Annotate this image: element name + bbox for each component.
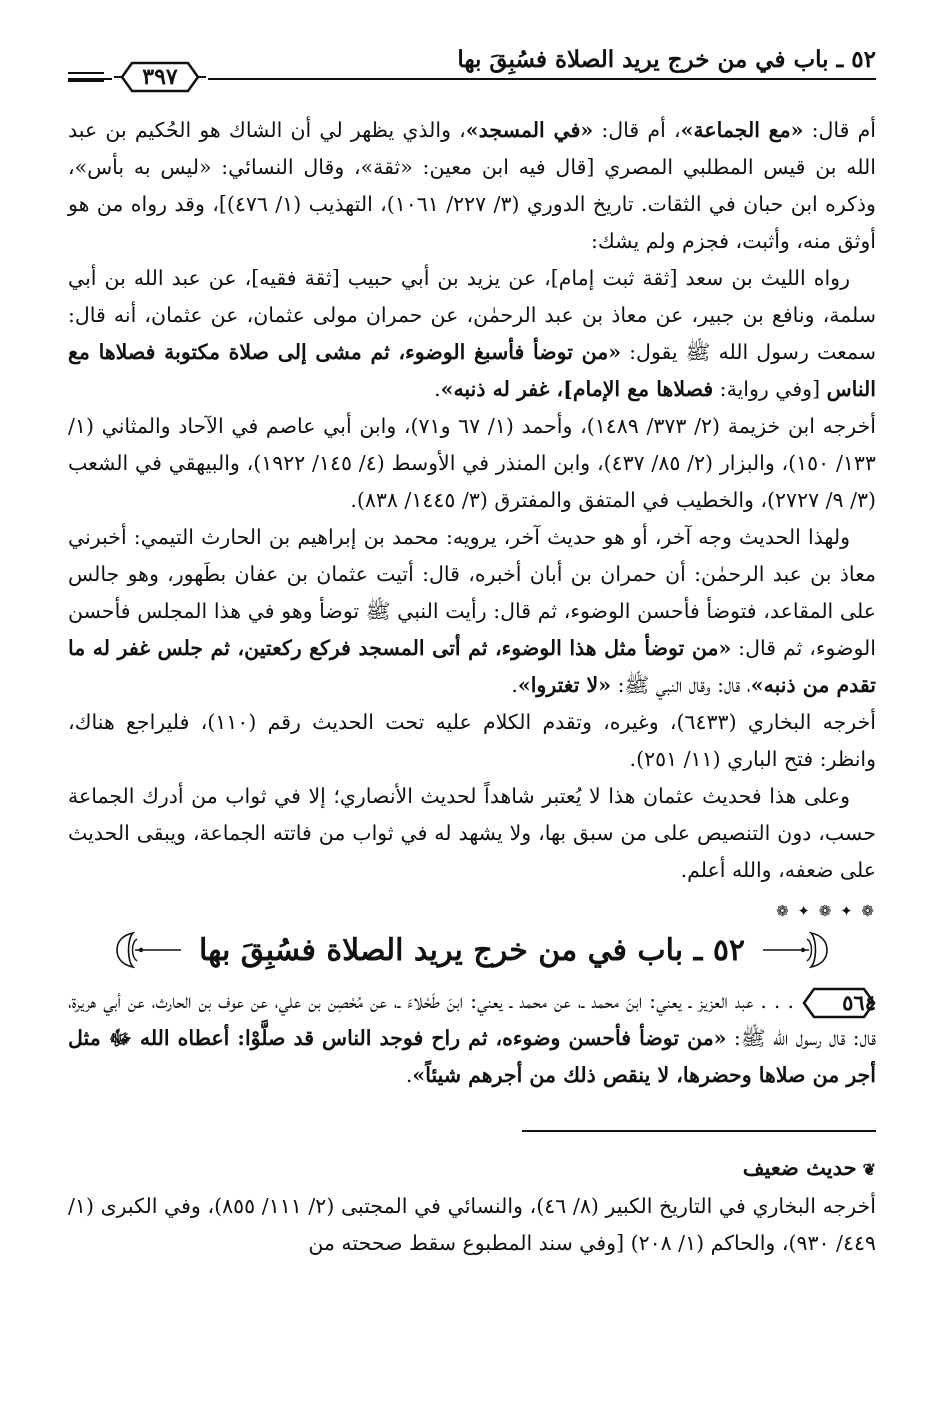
page-number: ٣٩٧ bbox=[142, 64, 178, 90]
grade-label: حديث ضعيف bbox=[742, 1155, 857, 1180]
emphasized-text: «من توضأ فأسبغ الوضوء، ثم مشى إلى صلاة مكتوبة فصلاها مع الناس bbox=[68, 340, 876, 401]
emphasized-text: «من توضأ مثل هذا الوضوء، ثم أتى المسجد فركع ركعتين، ثم جلس غفر له ما تقدم من ذنبه» bbox=[68, 636, 876, 697]
text-run: [وفي رواية: bbox=[713, 377, 827, 401]
hadith-body bbox=[68, 989, 876, 1087]
paragraph-3 bbox=[68, 408, 876, 519]
footnote-text: أخرجه البخاري في التاريخ الكبير (٨/ ٤٦)، والنسائي في المجتبى (٢/ ١١١/ ٨٥٥)، وفي الكبرى (١/ ٤٤٩/ ٩٣٠)، والحاكم (١/ ٢٠٨) [وفي سند المطبوع سقط صححته من bbox=[68, 1194, 876, 1255]
text-run: . bbox=[434, 377, 441, 401]
text-run: ولهذا الحديث وجه آخر، أو هو حديث آخر، يرويه: محمد بن إبراهيم بن الحارث التيمي: أخبرني معاذ بن عبد الرحمٰن: أن حمران بن أبان أخبره، قال: أتيت عثمان بن عفان بطَهور، وهو جالس على المقاعد، فتوضأ فأحسن الوضوء، ثم قال: رأيت النبي ﷺ توضأ وهو في هذا المجلس فأحسن الوضوء، ثم قال: bbox=[68, 525, 876, 660]
text-run: أخرجه البخاري (٦٤٣٣)، وغيره، وتقدم الكلام عليه تحت الحديث رقم (١١٠)، فليراجع هناك، وانظر: فتح الباري (١١/ ٢٥١). bbox=[68, 710, 876, 771]
chapter-ornament-left-icon bbox=[111, 927, 185, 973]
paragraph-5 bbox=[68, 704, 876, 778]
text-run: . bbox=[405, 1063, 413, 1087]
emphasized-text: فصلاها مع الإمام]، غفر له ذنبه» bbox=[440, 377, 714, 401]
text-run: . bbox=[511, 673, 518, 697]
footnote-rule bbox=[522, 1130, 876, 1132]
text-run: أم قال: bbox=[803, 118, 876, 142]
running-title: ٥٢ ـ باب في من خرج يريد الصلاة فسُبِقَ بها bbox=[457, 46, 876, 73]
text-run: ، والذي يظهر لي أن الشاك هو الحُكيم بن عبد الله بن قيس المطلبي المصري [قال فيه ابن معين: «ثقة»، وقال النسائي: «ليس به بأس»، وذكره ابن حبان في الثقات. تاريخ الدوري (٣/ ٢٢٧/ ١٠٦١)، التهذيب (١/ ٤٧٦)]، وقد رواه من هو أوثق منه، وأثبت، فجزم ولم يشك: bbox=[68, 118, 876, 253]
emphasized-text: «في المسجد» bbox=[465, 118, 594, 142]
flower-bullet-icon: ❦ bbox=[862, 1160, 876, 1179]
text-run: رواه الليث بن سعد [ثقة ثبت إمام]، عن يزيد بن أبي حبيب [ثقة فقيه]، عن عبد الله بن أبي سلمة، ونافع بن جبير، عن معاذ بن عبد الرحمٰن، عن حمران مولى عثمان، عن عثمان، أنه قال: سمعت رسول الله ﷺ يقول: bbox=[68, 266, 876, 364]
emphasized-text: «مع الجماعة» bbox=[680, 118, 804, 142]
hadith-number: ٥٦٤ bbox=[842, 989, 876, 1015]
text-run: أخرجه ابن خزيمة (٢/ ٣٧٣/ ١٤٨٩)، وأحمد (١/ ٦٧ و٧١)، وابن أبي عاصم في الآحاد والمثاني (١/ ١٣٣/ ١٥٠)، والبزار (٢/ ٨٥/ ٤٣٧)، وابن المنذر في الأوسط (٤/ ١٤٥/ ١٩٢٢)، والبيهقي في الشعب (٣/ ٩/ ٢٧٢٧)، والخطيب في المتفق والمفترق (٣/ ١٤٤٥/ ٨٣٨). bbox=[68, 414, 876, 512]
emphasized-text: «لا تغتروا» bbox=[517, 673, 612, 697]
running-header bbox=[68, 36, 876, 88]
page-body bbox=[68, 112, 876, 1262]
header-double-rule bbox=[68, 72, 104, 82]
emphasized-text: «من توضأ فأحسن وضوءه، ثم راح فوجد الناس قد صلَّوْا: أعطاه الله ﷻ مثل أجر من صلاها وحضرها، لا ينقص ذلك من أجرهم شيئاً» bbox=[68, 1026, 876, 1087]
paragraph-2 bbox=[68, 260, 876, 408]
hadith-number-badge bbox=[802, 986, 876, 1020]
chapter-heading bbox=[68, 921, 876, 979]
paragraph-6 bbox=[68, 778, 876, 889]
chapter-ornament-right-icon bbox=[759, 927, 833, 973]
text-run: ، قال: وقال النبي ﷺ: bbox=[611, 673, 751, 697]
hadith-grade bbox=[68, 1150, 876, 1188]
paragraph-1 bbox=[68, 112, 876, 260]
chapter-title: ٥٢ ـ باب في من خرج يريد الصلاة فسُبِقَ بها bbox=[198, 932, 746, 968]
book-page bbox=[68, 36, 876, 1376]
text-run: . . . عبد العزيز ـ يعني: ابنَ محمد ـ، عن محمد ـ يعني: ابنَ طَحْلاءَ ـ، عن مُحْصِن بن علي، عن عوف بن الحارث، عن أبي هريرة، قال: قال رسول الله ﷺ: bbox=[68, 989, 877, 1050]
text-run: وعلى هذا فحديث عثمان هذا لا يُعتبر شاهداً لحديث الأنصاري؛ إلا في ثواب من أدرك الجماعة حسب، دون التنصيص على من سبق بها، ولا يشهد له في ثواب من فاتته الجماعة، ويبقى الحديث على ضعفه، والله أعلم. bbox=[68, 784, 876, 882]
section-separator-ornament bbox=[68, 891, 876, 920]
separator-glyphs: ❁ ✦ ❁ ✦ ❁ bbox=[776, 902, 876, 920]
hadith-text bbox=[68, 983, 876, 1094]
page-number-badge bbox=[112, 60, 208, 94]
text-run: ، أم قال: bbox=[593, 118, 681, 142]
paragraph-4 bbox=[68, 519, 876, 704]
